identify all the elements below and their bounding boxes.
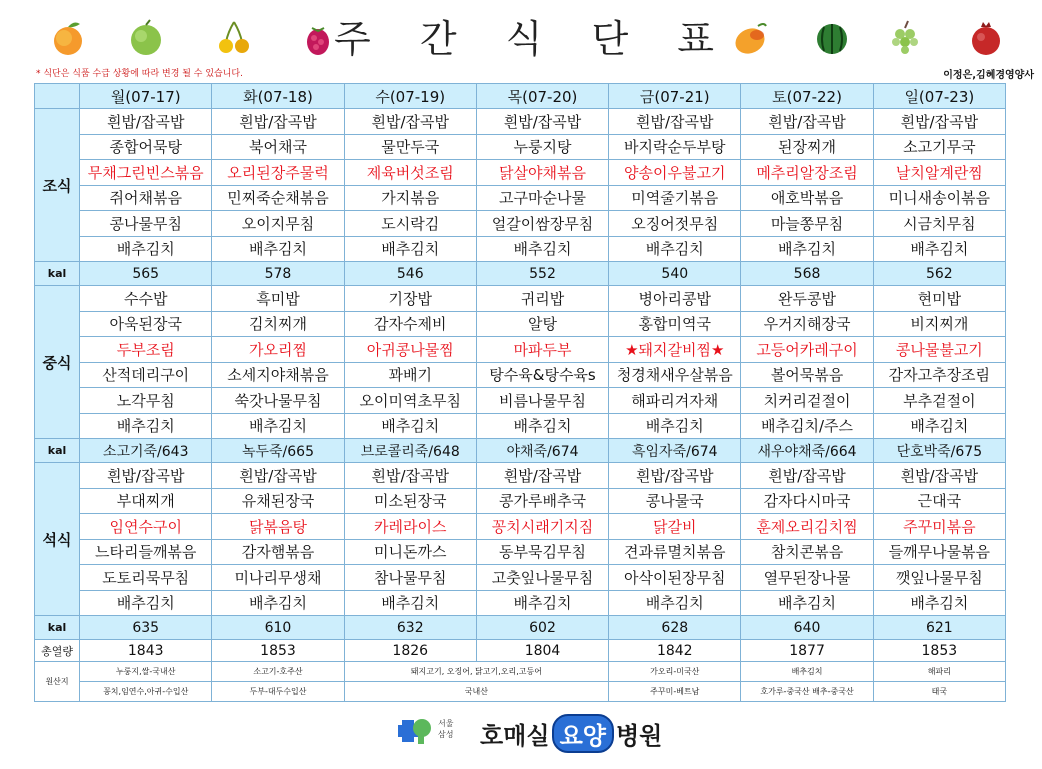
day-header: 화(07-18) xyxy=(212,84,344,109)
menu-item: 미니새송이볶음 xyxy=(873,185,1005,211)
kal-value: 578 xyxy=(212,262,344,286)
menu-item: 귀리밥 xyxy=(476,286,608,312)
menu-item: 아삭이된장무침 xyxy=(609,565,741,591)
menu-item: 닭볶음탕 xyxy=(212,514,344,540)
menu-item: 콩가루배추국 xyxy=(476,488,608,514)
origin-item: 두부-대두수입산 xyxy=(212,682,344,702)
origin-item: 호가루-중국산 배추-중국산 xyxy=(741,682,873,702)
breakfast-row xyxy=(35,134,1006,160)
menu-item: 가지볶음 xyxy=(344,185,476,211)
grape-icon xyxy=(886,18,926,58)
kal-value: 소고기죽/643 xyxy=(80,439,212,463)
menu-item: 열무된장나물 xyxy=(741,565,873,591)
origin-item: 누룽지,쌀-국내산 xyxy=(80,662,212,682)
menu-item: 콩나물국 xyxy=(609,488,741,514)
menu-item: 소세지야채볶음 xyxy=(212,362,344,388)
menu-item: 깻잎나물무침 xyxy=(873,565,1005,591)
kal-label: kal xyxy=(35,262,80,286)
menu-item: 흰밥/잡곡밥 xyxy=(873,109,1005,135)
menu-item: 배추김치 xyxy=(873,236,1005,262)
lunch-row xyxy=(35,388,1006,414)
origin-row xyxy=(35,662,1006,682)
logo-region-line: 서울 xyxy=(438,719,454,728)
kal-value: 610 xyxy=(212,616,344,640)
menu-item: 흰밥/잡곡밥 xyxy=(741,109,873,135)
origin-item: 가오리-미국산 xyxy=(609,662,741,682)
menu-item: 흰밥/잡곡밥 xyxy=(609,463,741,489)
menu-item: 고등어카레구이 xyxy=(741,337,873,363)
dinner-kal-row xyxy=(35,616,1006,640)
menu-item: 동부묵김무침 xyxy=(476,539,608,565)
menu-item: 배추김치 xyxy=(476,236,608,262)
kal-value: 야채죽/674 xyxy=(476,439,608,463)
menu-item: 배추김치 xyxy=(344,413,476,439)
menu-item: 알탕 xyxy=(476,311,608,337)
menu-item: 민찌죽순채볶음 xyxy=(212,185,344,211)
dinner-row xyxy=(35,565,1006,591)
menu-item: 콩나물무침 xyxy=(80,211,212,237)
origin-row xyxy=(35,682,1006,702)
menu-item: 청경채새우살볶음 xyxy=(609,362,741,388)
menu-item: 부추겉절이 xyxy=(873,388,1005,414)
menu-item: 배추김치 xyxy=(212,590,344,616)
menu-item: 제육버섯조림 xyxy=(344,160,476,186)
menu-item: 애호박볶음 xyxy=(741,185,873,211)
kal-value: 녹두죽/665 xyxy=(212,439,344,463)
menu-item: 흰밥/잡곡밥 xyxy=(212,109,344,135)
menu-item: 임연수구이 xyxy=(80,514,212,540)
menu-item: 쥐어채볶음 xyxy=(80,185,212,211)
kal-label: kal xyxy=(35,616,80,640)
menu-item: 흰밥/잡곡밥 xyxy=(212,463,344,489)
menu-item: 비름나물무침 xyxy=(476,388,608,414)
kal-value: 흑임자죽/674 xyxy=(609,439,741,463)
menu-item: 근대국 xyxy=(873,488,1005,514)
dinner-label: 석식 xyxy=(35,463,80,616)
lunch-row xyxy=(35,337,1006,363)
menu-item: 오징어젓무침 xyxy=(609,211,741,237)
dinner-row xyxy=(35,539,1006,565)
menu-item: 미역줄기볶음 xyxy=(609,185,741,211)
kal-value: 628 xyxy=(609,616,741,640)
menu-item: 배추김치 xyxy=(212,236,344,262)
title-char: 단 xyxy=(591,16,629,61)
menu-item: 오이미역초무침 xyxy=(344,388,476,414)
menu-item: 배추김치 xyxy=(80,413,212,439)
day-header: 일(07-23) xyxy=(873,84,1005,109)
menu-item: 흰밥/잡곡밥 xyxy=(609,109,741,135)
menu-item: 배추김치 xyxy=(873,590,1005,616)
menu-item: 마파두부 xyxy=(476,337,608,363)
menu-item: 종합어묵탕 xyxy=(80,134,212,160)
title-char: 식 xyxy=(505,16,543,61)
menu-item: 두부조림 xyxy=(80,337,212,363)
menu-item: 참치콘볶음 xyxy=(741,539,873,565)
menu-item: 우거지해장국 xyxy=(741,311,873,337)
peach-icon xyxy=(48,18,88,58)
kal-value: 565 xyxy=(80,262,212,286)
origin-item: 꽁치,임연수,아귀-수입산 xyxy=(80,682,212,702)
kal-label: kal xyxy=(35,439,80,463)
menu-item: 수수밥 xyxy=(80,286,212,312)
kal-value: 632 xyxy=(344,616,476,640)
menu-item: ★돼지갈비찜★ xyxy=(609,337,741,363)
title-char: 주 xyxy=(334,16,371,61)
menu-item: 배추김치 xyxy=(344,590,476,616)
menu-item: 고구마순나물 xyxy=(476,185,608,211)
menu-item: 도시락김 xyxy=(344,211,476,237)
menu-item: 배추김치 xyxy=(476,590,608,616)
menu-item: 배추김치/주스 xyxy=(741,413,873,439)
menu-item: 배추김치 xyxy=(80,590,212,616)
menu-item: 쑥갓나물무침 xyxy=(212,388,344,414)
total-calorie-row xyxy=(35,640,1006,662)
total-value: 1843 xyxy=(80,640,212,662)
day-header: 금(07-21) xyxy=(609,84,741,109)
menu-item: 배추김치 xyxy=(476,413,608,439)
lime-icon xyxy=(126,18,166,58)
menu-item: 김치찌개 xyxy=(212,311,344,337)
menu-item: 흰밥/잡곡밥 xyxy=(344,109,476,135)
raspberry-icon xyxy=(298,18,338,58)
kal-value: 새우야채죽/664 xyxy=(741,439,873,463)
dinner-row xyxy=(35,514,1006,540)
page-title xyxy=(334,10,714,60)
menu-item: 닭살야채볶음 xyxy=(476,160,608,186)
origin-item: 배추김치 xyxy=(741,662,873,682)
day-header: 월(07-17) xyxy=(80,84,212,109)
menu-item: 느타리들깨볶음 xyxy=(80,539,212,565)
menu-item: 산적데리구이 xyxy=(80,362,212,388)
kal-value: 621 xyxy=(873,616,1005,640)
lunch-row xyxy=(35,286,1006,312)
day-header-row xyxy=(35,84,1006,109)
kal-value: 640 xyxy=(741,616,873,640)
menu-item: 흰밥/잡곡밥 xyxy=(80,463,212,489)
dietitian-names: 이정은,김혜경영양사 xyxy=(943,70,1034,81)
total-label: 총열량 xyxy=(35,640,80,662)
menu-item: 바지락순두부탕 xyxy=(609,134,741,160)
total-value: 1842 xyxy=(609,640,741,662)
kal-value: 브로콜리죽/648 xyxy=(344,439,476,463)
menu-item: 소고기무국 xyxy=(873,134,1005,160)
total-value: 1853 xyxy=(873,640,1005,662)
logo-region xyxy=(438,718,453,740)
menu-item: 홍합미역국 xyxy=(609,311,741,337)
hospital-logo-icon xyxy=(398,716,432,746)
total-value: 1853 xyxy=(212,640,344,662)
breakfast-kal-row xyxy=(35,262,1006,286)
logo-region-line: 삼성 xyxy=(438,730,454,739)
menu-item: 고춧잎나물무침 xyxy=(476,565,608,591)
total-value: 1826 xyxy=(344,640,476,662)
menu-item: 해파리겨자채 xyxy=(609,388,741,414)
menu-item: 아귀콩나물찜 xyxy=(344,337,476,363)
kal-value: 568 xyxy=(741,262,873,286)
dinner-row xyxy=(35,590,1006,616)
menu-item: 흰밥/잡곡밥 xyxy=(344,463,476,489)
origin-item: 돼지고기, 오징어, 닭고기,오리,고등어 xyxy=(344,662,609,682)
menu-item: 배추김치 xyxy=(609,236,741,262)
mango-icon xyxy=(730,18,770,58)
menu-item: 시금치무침 xyxy=(873,211,1005,237)
menu-item: 비지찌개 xyxy=(873,311,1005,337)
origin-item: 주꾸미-베트남 xyxy=(609,682,741,702)
menu-item: 미소된장국 xyxy=(344,488,476,514)
menu-item: 노각무침 xyxy=(80,388,212,414)
menu-item: 견과류멸치볶음 xyxy=(609,539,741,565)
kal-value: 552 xyxy=(476,262,608,286)
menu-item: 된장찌개 xyxy=(741,134,873,160)
origin-item: 국내산 xyxy=(344,682,609,702)
weekly-menu-table xyxy=(34,83,1006,702)
hospital-name xyxy=(480,714,662,753)
menu-body xyxy=(35,84,1006,702)
menu-item: 흰밥/잡곡밥 xyxy=(741,463,873,489)
kal-value: 635 xyxy=(80,616,212,640)
menu-item: 콩나물불고기 xyxy=(873,337,1005,363)
origin-item: 소고기-호주산 xyxy=(212,662,344,682)
title-char: 표 xyxy=(677,16,714,61)
menu-item: 완두콩밥 xyxy=(741,286,873,312)
menu-item: 감자수제비 xyxy=(344,311,476,337)
menu-change-notice: * 식단은 식품 수급 상황에 따라 변경 될 수 있습니다. xyxy=(36,69,243,79)
menu-item: 도토리묵무침 xyxy=(80,565,212,591)
menu-item: 흰밥/잡곡밥 xyxy=(476,109,608,135)
breakfast-row xyxy=(35,185,1006,211)
breakfast-row xyxy=(35,211,1006,237)
kal-value: 602 xyxy=(476,616,608,640)
dinner-row xyxy=(35,463,1006,489)
menu-item: 카레라이스 xyxy=(344,514,476,540)
menu-item: 흰밥/잡곡밥 xyxy=(80,109,212,135)
menu-item: 배추김치 xyxy=(609,413,741,439)
menu-item: 배추김치 xyxy=(741,590,873,616)
lunch-row xyxy=(35,311,1006,337)
breakfast-row xyxy=(35,160,1006,186)
kal-value: 546 xyxy=(344,262,476,286)
menu-item: 꽈배기 xyxy=(344,362,476,388)
menu-item: 훈제오리김치찜 xyxy=(741,514,873,540)
menu-item: 마늘쫑무침 xyxy=(741,211,873,237)
lunch-label: 중식 xyxy=(35,286,80,439)
menu-item: 누룽지탕 xyxy=(476,134,608,160)
menu-item: 오리된장주물럭 xyxy=(212,160,344,186)
menu-item: 배추김치 xyxy=(212,413,344,439)
menu-item: 양송이우불고기 xyxy=(609,160,741,186)
total-value: 1877 xyxy=(741,640,873,662)
watermelon-icon xyxy=(812,18,852,58)
menu-item: 주꾸미볶음 xyxy=(873,514,1005,540)
menu-item: 아욱된장국 xyxy=(80,311,212,337)
origin-label: 원산지 xyxy=(35,662,80,702)
menu-item: 치커리겉절이 xyxy=(741,388,873,414)
breakfast-label: 조식 xyxy=(35,109,80,262)
cherry-icon xyxy=(214,18,254,58)
pomegranate-icon xyxy=(966,18,1006,58)
hospital-name-pill: 요양 xyxy=(552,714,614,753)
menu-item: 흑미밥 xyxy=(212,286,344,312)
menu-item: 감자고추장조림 xyxy=(873,362,1005,388)
menu-item: 북어채국 xyxy=(212,134,344,160)
menu-item: 미나리무생채 xyxy=(212,565,344,591)
menu-item: 날치알계란찜 xyxy=(873,160,1005,186)
kal-value: 562 xyxy=(873,262,1005,286)
menu-item: 감자다시마국 xyxy=(741,488,873,514)
origin-item: 태국 xyxy=(873,682,1005,702)
lunch-kal-row xyxy=(35,439,1006,463)
menu-item: 현미밥 xyxy=(873,286,1005,312)
menu-item: 가오리찜 xyxy=(212,337,344,363)
menu-item: 병아리콩밥 xyxy=(609,286,741,312)
menu-item: 기장밥 xyxy=(344,286,476,312)
menu-item: 물만두국 xyxy=(344,134,476,160)
breakfast-row xyxy=(35,109,1006,135)
kal-value: 단호박죽/675 xyxy=(873,439,1005,463)
menu-item: 배추김치 xyxy=(873,413,1005,439)
hospital-logo xyxy=(398,714,698,748)
menu-item: 얼갈이쌈장무침 xyxy=(476,211,608,237)
menu-item: 미니돈까스 xyxy=(344,539,476,565)
menu-item: 참나물무침 xyxy=(344,565,476,591)
menu-item: 꽁치시래기지짐 xyxy=(476,514,608,540)
lunch-row xyxy=(35,362,1006,388)
lunch-row xyxy=(35,413,1006,439)
day-header: 목(07-20) xyxy=(476,84,608,109)
menu-item: 오이지무침 xyxy=(212,211,344,237)
origin-item: 해파리 xyxy=(873,662,1005,682)
total-value: 1804 xyxy=(476,640,608,662)
menu-item: 흰밥/잡곡밥 xyxy=(873,463,1005,489)
menu-item: 들깨무나물볶음 xyxy=(873,539,1005,565)
day-header: 토(07-22) xyxy=(741,84,873,109)
hospital-name-part: 호매실 xyxy=(480,722,550,750)
kal-value: 540 xyxy=(609,262,741,286)
menu-item: 메추리알장조림 xyxy=(741,160,873,186)
menu-item: 배추김치 xyxy=(609,590,741,616)
title-char: 간 xyxy=(419,16,457,61)
menu-item: 배추김치 xyxy=(344,236,476,262)
menu-item: 배추김치 xyxy=(741,236,873,262)
menu-item: 탕수육&탕수육s xyxy=(476,362,608,388)
menu-item: 배추김치 xyxy=(80,236,212,262)
dinner-row xyxy=(35,488,1006,514)
day-header: 수(07-19) xyxy=(344,84,476,109)
hospital-name-part: 병원 xyxy=(615,722,663,750)
menu-item: 감자햄볶음 xyxy=(212,539,344,565)
menu-item: 유채된장국 xyxy=(212,488,344,514)
menu-item: 부대찌개 xyxy=(80,488,212,514)
menu-item: 흰밥/잡곡밥 xyxy=(476,463,608,489)
header xyxy=(0,0,1042,64)
breakfast-row xyxy=(35,236,1006,262)
menu-item: 볼어묵볶음 xyxy=(741,362,873,388)
menu-item: 무채그린빈스볶음 xyxy=(80,160,212,186)
corner-cell xyxy=(35,84,80,109)
menu-item: 닭갈비 xyxy=(609,514,741,540)
